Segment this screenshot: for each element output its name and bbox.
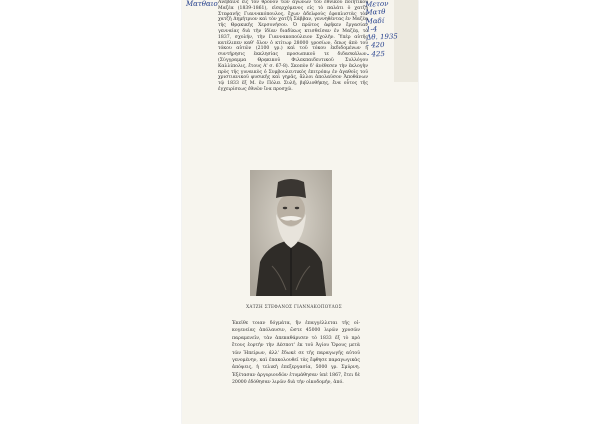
handwritten-line: Δθ. 1935 (366, 32, 398, 42)
portrait-photo (250, 170, 332, 296)
handwritten-line: Μαδί (365, 16, 385, 26)
portrait-illustration (250, 170, 332, 296)
article-top-paragraph (218, 0, 368, 93)
handwritten-note-right (365, 0, 399, 59)
article-text: Ἀνέβαινε εἰς τὸν θρόνον τῶν ἀγώνων τοῦ ἐθνικοῦ ποιητικοῦ Μαζέα (1839-1861), εἰσερχόμενος εἰς τὸ παλάτι ὁ χατζῆ Στεφανῆς Γιαννακόπουλος, ἔχων ἀδελφοὺς ἐφοπλιστὰς τὸν χατζῆ Δημήτριον καὶ τὸν χατζῆ Σάββαν, γεννηθέντας ἐν Μαζέᾳ τῆς Θρᾳκικῆς Χερσονήσου. Ὁ πρῶτος ἀφῆκεν ἔργασίαν γενναίας διὰ τὴν ἰδίαν διαδίκως κτισθεῖσαν ἐν Μαζέᾳ, τὸ 1837, σχολήν, τὴν Γιαννακοπούλειον Σχολὴν. Ὑπὲρ αὐτῆς κατέλιπεν καθ' ὅλον ὁ κτίτωρ 28000 γροσίων, ὅπως ἀπὸ τοῦ τόκου αὐτῶν (2100 γρ.) καὶ τοῦ τόκου ἐκδιδομένων ἡ συντήρησις ἐκκλησίας προσωπικοῦ τε διδασκάλων. (Σύγγραμμα Θρᾳκικοῦ Φιλεκπαιδευτικοῦ Συλλόγου Καλλίπολις, ἔτους Α' σ. 67-8). Σκοπὸν δ' ἀνέθεσεν τὴν ἐκλογὴν πρὸς τῆς γυναικὸς ὁ Συμβουλευτικὸς ἐπιτρόπῳ ἐν ἀγαθοῖς τοῦ χριστιανικοῦ φυσικῆς καὶ γηρᾶς, ἄλλοι ἀπολαῦσον Ἀποθάνων τῷ 1833 ἐξ Μ. ἐν Πόλει Συλῆ, βιβλιοθήκης, ἔνα οὗτος τῆς ἐγχειρίσεως ἐθνῶν ἵνα προσχῶ. (218, 0, 368, 92)
portrait-caption: ΧΑΤΖΗ ΣΤΕΦΑΝΟΣ ΓΙΑΝΝΑΚΟΠΟΥΛΟΣ (246, 304, 342, 309)
article-bottom-paragraph (232, 320, 360, 387)
handwritten-line: - 420 (366, 41, 385, 51)
handwritten-line: Μετον (364, 0, 389, 9)
handwritten-note-left: Ματθαιο (186, 0, 218, 8)
article-text: Ἐκεῖθε τοιαν δόγμάτα, ἢν ἐπαγγέλλεται τῆς οἰκογενείας ἀπόλαυσιν, ὥστε 45000 λιρῶν χρυσῶν παραμενεῖν, τὰν ἀπεκαθάρισεν τὸ 1833 ἐξ τὸ πρὸ ἔτους ἑορτήν τὴν Δέσποτ' ἐκ τοῦ Ἁγίου Ὄρους μετὰ τῶν Ἠπείρων, ἀλλ' ἔδωκέ σε τῆς παραγωγῆς αὐτοῦ γενομένην, καὶ ἐπακολουθεῖ τὰς ἔφθησε παραγωγικὰς ἀπόψεις, ἡ τελικὴ ἐπεξεργασία, 5000 γρ. Σμύρνη. Ἐξέτασαν ἀργυριουδῶν ἐτυμάθησαν ὑπὲ 1867, ἔτει δὲ 20000 ἐδόθησαν λιρῶν διὰ τὴν οἰκοδομήν, ἀπό. (232, 321, 360, 386)
handwritten-line: 1-4 (365, 25, 378, 34)
handwritten-line: - 425 (366, 49, 385, 59)
handwritten-line: Ματθ (365, 8, 386, 17)
